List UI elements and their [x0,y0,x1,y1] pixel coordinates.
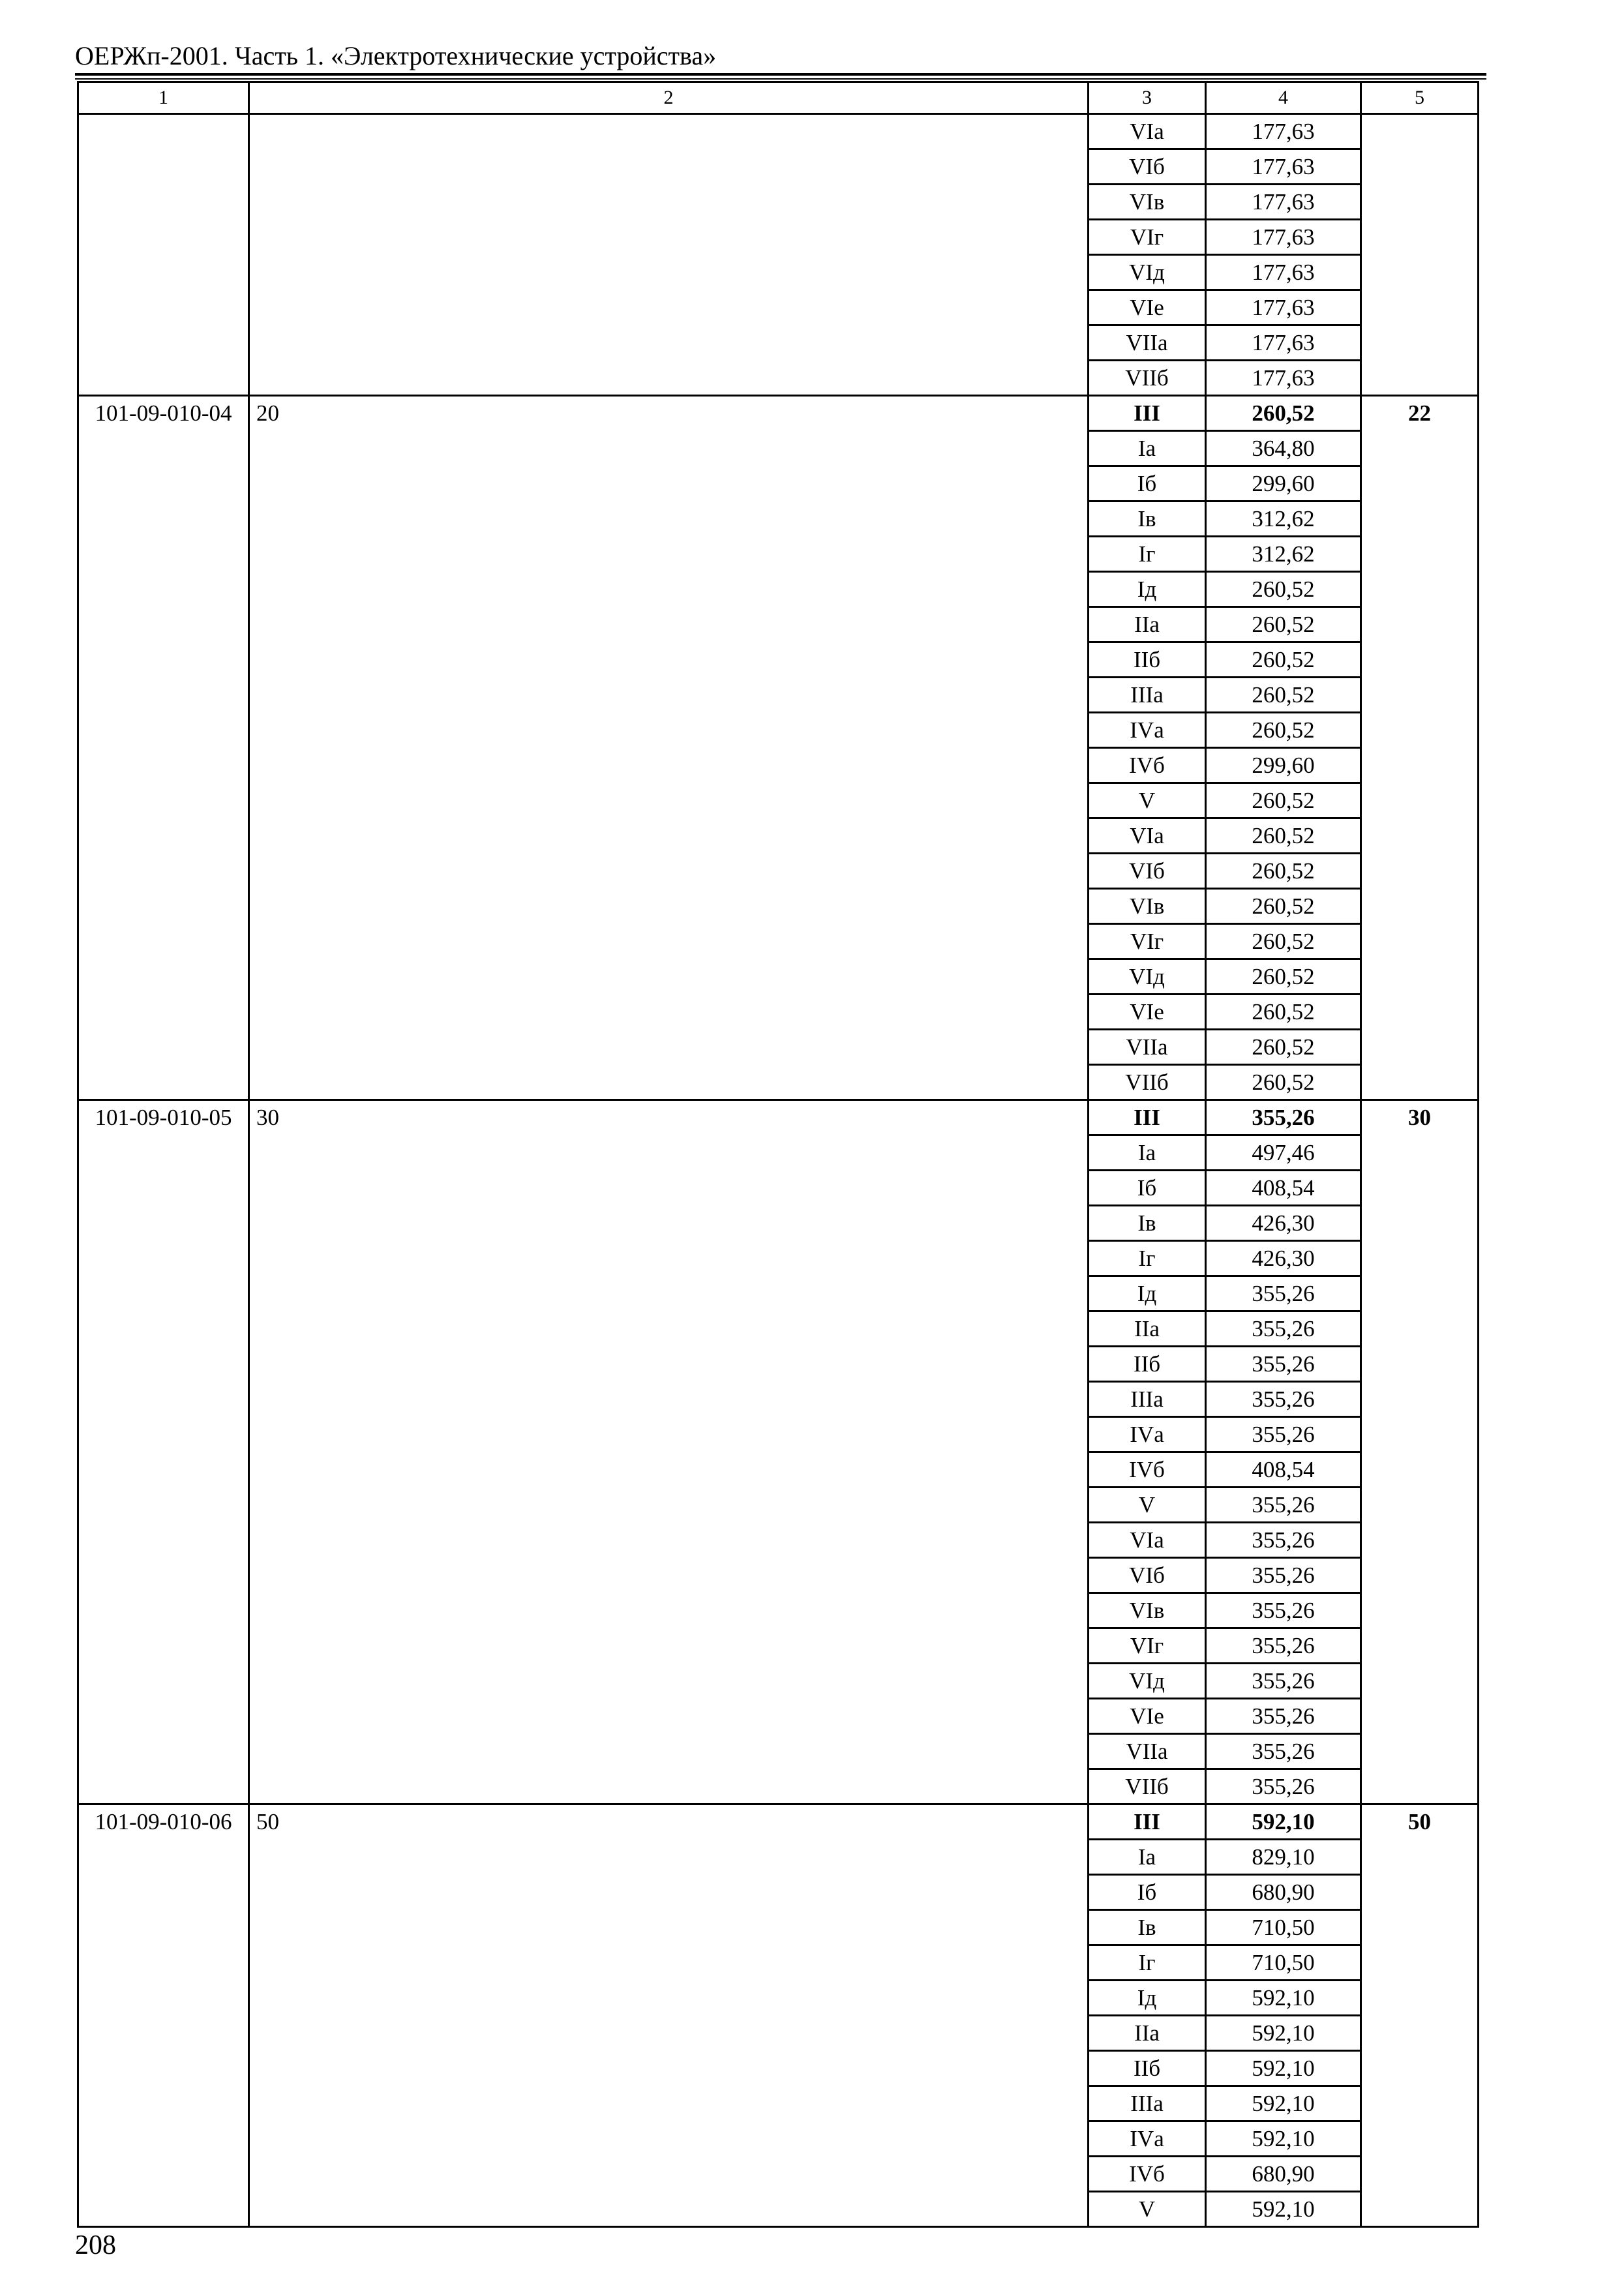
zone-cell: VIа [1089,818,1206,854]
zone-cell: IIа [1089,607,1206,642]
value-cell: 355,26 [1206,1488,1361,1523]
value-cell: 260,52 [1206,642,1361,678]
table-row [78,1804,1479,1840]
value-cell: 592,10 [1206,2086,1361,2121]
zone-cell: VIд [1089,1664,1206,1699]
zone-cell: VIб [1089,149,1206,185]
zone-cell: VIв [1089,889,1206,924]
zone-cell: IVб [1089,748,1206,783]
zone-cell: IIIа [1089,678,1206,713]
code-cell [78,114,249,396]
column5-cell: 30 [1361,1100,1479,1804]
value-cell: 260,52 [1206,1030,1361,1065]
value-cell: 260,52 [1206,889,1361,924]
zone-cell: VIв [1089,1593,1206,1628]
value-cell: 177,63 [1206,325,1361,361]
zone-cell: IIIа [1089,1382,1206,1417]
zone-cell: Iд [1089,1981,1206,2016]
value-cell: 312,62 [1206,537,1361,572]
value-cell: 829,10 [1206,1840,1361,1875]
value-cell: 426,30 [1206,1241,1361,1276]
value-cell: 260,52 [1206,678,1361,713]
zone-cell: VIа [1089,1523,1206,1558]
rates-table [77,81,1479,2228]
zone-cell: IIIа [1089,2086,1206,2121]
table-row [78,114,1479,149]
value-cell: 260,52 [1206,959,1361,995]
page-number: 208 [75,2230,116,2260]
zone-cell: VIд [1089,959,1206,995]
table-row [78,1100,1479,1135]
value-cell: 177,63 [1206,114,1361,149]
value-cell: 355,26 [1206,1100,1361,1135]
zone-cell: Iа [1089,1135,1206,1171]
zone-cell: V [1089,783,1206,818]
value-cell: 260,52 [1206,854,1361,889]
zone-cell: IVа [1089,2121,1206,2157]
zone-cell: III [1089,1100,1206,1135]
zone-cell: IVб [1089,1452,1206,1488]
zone-cell: VIе [1089,995,1206,1030]
zone-cell: Iб [1089,1875,1206,1910]
zone-cell: Iд [1089,572,1206,607]
zone-cell: Iд [1089,1276,1206,1311]
zone-cell: VIв [1089,185,1206,220]
value-cell: 364,80 [1206,431,1361,466]
value-cell: 592,10 [1206,1804,1361,1840]
zone-cell: VIг [1089,220,1206,255]
value-cell: 260,52 [1206,783,1361,818]
value-cell: 592,10 [1206,2051,1361,2086]
zone-cell: IIб [1089,642,1206,678]
zone-cell: IIб [1089,1347,1206,1382]
zone-cell: VIIа [1089,325,1206,361]
column-number-row [78,82,1479,114]
zone-cell: VIб [1089,1558,1206,1593]
zone-cell: VIIа [1089,1734,1206,1769]
zone-cell: VIд [1089,255,1206,290]
value-cell: 260,52 [1206,396,1361,431]
value-cell: 355,26 [1206,1311,1361,1347]
zone-cell: VIIб [1089,1065,1206,1100]
name-cell: 20 [249,396,1089,1100]
value-cell: 680,90 [1206,2157,1361,2192]
name-cell [249,114,1089,396]
zone-cell: Iа [1089,1840,1206,1875]
value-cell: 355,26 [1206,1558,1361,1593]
value-cell: 592,10 [1206,2121,1361,2157]
zone-cell: V [1089,2192,1206,2227]
zone-cell: Iв [1089,1910,1206,1945]
column-number-1: 1 [78,82,249,114]
zone-cell: VIг [1089,924,1206,959]
value-cell: 299,60 [1206,466,1361,501]
value-cell: 177,63 [1206,220,1361,255]
value-cell: 260,52 [1206,572,1361,607]
zone-cell: IIа [1089,2016,1206,2051]
value-cell: 312,62 [1206,501,1361,537]
value-cell: 355,26 [1206,1417,1361,1452]
value-cell: 260,52 [1206,924,1361,959]
zone-cell: Iа [1089,431,1206,466]
column-number-5: 5 [1361,82,1479,114]
column5-cell: 50 [1361,1804,1479,2227]
table-row [78,396,1479,431]
value-cell: 497,46 [1206,1135,1361,1171]
zone-cell: VIIб [1089,1769,1206,1804]
zone-cell: Iв [1089,501,1206,537]
value-cell: 355,26 [1206,1664,1361,1699]
zone-cell: Iв [1089,1206,1206,1241]
value-cell: 355,26 [1206,1276,1361,1311]
column-number-4: 4 [1206,82,1361,114]
value-cell: 355,26 [1206,1523,1361,1558]
value-cell: 355,26 [1206,1347,1361,1382]
code-cell: 101-09-010-06 [78,1804,249,2227]
value-cell: 592,10 [1206,1981,1361,2016]
value-cell: 177,63 [1206,185,1361,220]
zone-cell: IIб [1089,2051,1206,2086]
value-cell: 355,26 [1206,1769,1361,1804]
zone-cell: IVа [1089,713,1206,748]
header-rule-thick [75,73,1486,76]
value-cell: 710,50 [1206,1910,1361,1945]
zone-cell: VIIа [1089,1030,1206,1065]
zone-cell: VIе [1089,1699,1206,1734]
page-header: ОЕРЖп-2001. Часть 1. «Электротехнические устройства» [75,41,717,70]
zone-cell: IVб [1089,2157,1206,2192]
zone-cell: Iб [1089,1171,1206,1206]
value-cell: 710,50 [1206,1945,1361,1981]
value-cell: 355,26 [1206,1699,1361,1734]
zone-cell: VIа [1089,114,1206,149]
column-number-3: 3 [1089,82,1206,114]
name-cell: 30 [249,1100,1089,1804]
name-cell: 50 [249,1804,1089,2227]
value-cell: 355,26 [1206,1734,1361,1769]
value-cell: 177,63 [1206,290,1361,325]
value-cell: 299,60 [1206,748,1361,783]
rates-table-body [78,82,1479,2227]
value-cell: 260,52 [1206,713,1361,748]
zone-cell: VIе [1089,290,1206,325]
column5-cell: 22 [1361,396,1479,1100]
zone-cell: Iг [1089,537,1206,572]
value-cell: 355,26 [1206,1382,1361,1417]
column-number-2: 2 [249,82,1089,114]
zone-cell: VIб [1089,854,1206,889]
code-cell: 101-09-010-05 [78,1100,249,1804]
value-cell: 355,26 [1206,1628,1361,1664]
value-cell: 260,52 [1206,1065,1361,1100]
value-cell: 680,90 [1206,1875,1361,1910]
zone-cell: Iг [1089,1241,1206,1276]
zone-cell: IIа [1089,1311,1206,1347]
value-cell: 260,52 [1206,995,1361,1030]
zone-cell: III [1089,396,1206,431]
header-rule-thin [75,78,1486,80]
value-cell: 260,52 [1206,607,1361,642]
code-cell: 101-09-010-04 [78,396,249,1100]
value-cell: 355,26 [1206,1593,1361,1628]
value-cell: 592,10 [1206,2016,1361,2051]
zone-cell: III [1089,1804,1206,1840]
zone-cell: VIIб [1089,361,1206,396]
zone-cell: VIг [1089,1628,1206,1664]
value-cell: 592,10 [1206,2192,1361,2227]
zone-cell: IVа [1089,1417,1206,1452]
value-cell: 260,52 [1206,818,1361,854]
zone-cell: V [1089,1488,1206,1523]
value-cell: 426,30 [1206,1206,1361,1241]
value-cell: 408,54 [1206,1171,1361,1206]
zone-cell: Iб [1089,466,1206,501]
column5-cell [1361,114,1479,396]
value-cell: 177,63 [1206,361,1361,396]
value-cell: 177,63 [1206,149,1361,185]
value-cell: 177,63 [1206,255,1361,290]
value-cell: 408,54 [1206,1452,1361,1488]
zone-cell: Iг [1089,1945,1206,1981]
